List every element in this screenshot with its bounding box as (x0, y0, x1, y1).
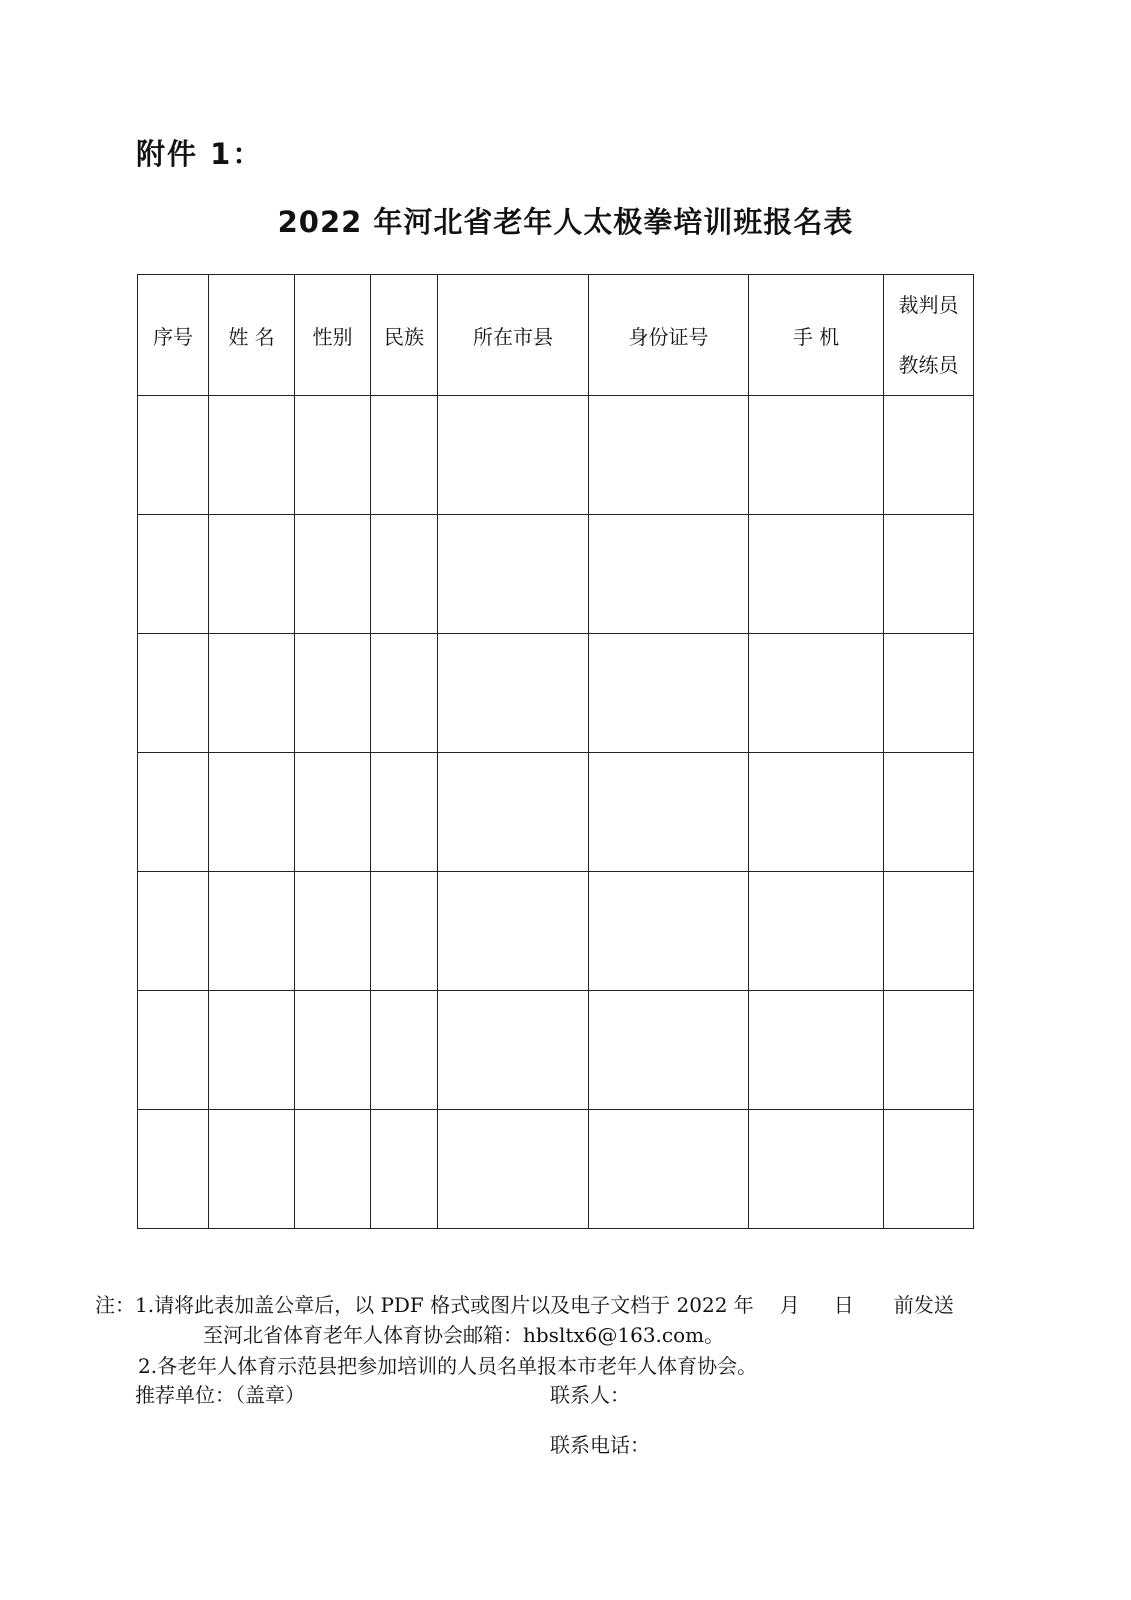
table-cell[interactable] (371, 753, 438, 872)
table-row (138, 515, 974, 634)
header-gender: 性别 (295, 275, 371, 396)
table-cell[interactable] (295, 872, 371, 991)
table-cell[interactable] (295, 634, 371, 753)
table-cell[interactable] (138, 991, 209, 1110)
table-cell[interactable] (589, 753, 749, 872)
table-cell[interactable] (209, 515, 295, 634)
form-title: 2022 年河北省老年人太极拳培训班报名表 (277, 205, 854, 239)
table-cell[interactable] (884, 1110, 974, 1229)
table-cell[interactable] (749, 634, 884, 753)
table-cell[interactable] (295, 753, 371, 872)
table-cell[interactable] (589, 396, 749, 515)
table-row (138, 872, 974, 991)
contact-phone: 联系电话： (550, 1433, 650, 1457)
header-county: 所在市县 (438, 275, 589, 396)
table-cell[interactable] (884, 872, 974, 991)
table-cell[interactable] (295, 1110, 371, 1229)
table-row (138, 991, 974, 1110)
table-cell[interactable] (209, 1110, 295, 1229)
table-cell[interactable] (884, 515, 974, 634)
table-cell[interactable] (438, 872, 589, 991)
table-cell[interactable] (209, 753, 295, 872)
header-ethnicity: 民族 (371, 275, 438, 396)
header-coach: 教练员 (898, 353, 959, 377)
table-cell[interactable] (295, 991, 371, 1110)
table-cell[interactable] (589, 634, 749, 753)
contact-person: 联系人： (550, 1383, 630, 1407)
table-cell[interactable] (749, 396, 884, 515)
table-cell[interactable] (371, 515, 438, 634)
table-cell[interactable] (438, 634, 589, 753)
table-row (138, 753, 974, 872)
table-cell[interactable] (371, 1110, 438, 1229)
table-cell[interactable] (371, 634, 438, 753)
table-cell[interactable] (589, 515, 749, 634)
header-referee: 裁判员 (898, 293, 959, 317)
table-cell[interactable] (138, 872, 209, 991)
table-cell[interactable] (438, 515, 589, 634)
note-1-month: 月 (779, 1293, 800, 1317)
header-mobile: 手 机 (749, 275, 884, 396)
table-cell[interactable] (884, 396, 974, 515)
header-referee-coach (884, 275, 974, 396)
note-1-suffix: 前发送 (893, 1293, 954, 1317)
table-cell[interactable] (749, 872, 884, 991)
table-cell[interactable] (438, 991, 589, 1110)
table-cell[interactable] (589, 1110, 749, 1229)
table-cell[interactable] (371, 991, 438, 1110)
table-cell[interactable] (138, 1110, 209, 1229)
table-row (138, 1110, 974, 1229)
table-cell[interactable] (295, 396, 371, 515)
header-id-number: 身份证号 (589, 275, 749, 396)
table-cell[interactable] (749, 1110, 884, 1229)
table-cell[interactable] (138, 396, 209, 515)
table-cell[interactable] (749, 991, 884, 1110)
table-cell[interactable] (209, 396, 295, 515)
table-cell[interactable] (438, 1110, 589, 1229)
table-cell[interactable] (884, 991, 974, 1110)
note-1-day: 日 (833, 1293, 854, 1317)
table-cell[interactable] (371, 872, 438, 991)
table-header-row (138, 275, 974, 396)
table-cell[interactable] (371, 396, 438, 515)
table-cell[interactable] (209, 991, 295, 1110)
table-cell[interactable] (589, 872, 749, 991)
table-cell[interactable] (884, 753, 974, 872)
header-name: 姓 名 (209, 275, 295, 396)
table-cell[interactable] (209, 634, 295, 753)
recommend-unit: 推荐单位：（盖章） (135, 1383, 305, 1407)
table-cell[interactable] (884, 634, 974, 753)
note-2: 2.各老年人体育示范县把参加培训的人员名单报本市老年人体育协会。 (138, 1354, 758, 1378)
table-cell[interactable] (138, 753, 209, 872)
note-1-prefix: 注：1.请将此表加盖公章后，以 PDF 格式或图片以及电子文档于 2022 年 (95, 1293, 754, 1317)
registration-table (137, 274, 974, 1229)
table-row (138, 634, 974, 753)
table-cell[interactable] (209, 872, 295, 991)
table-cell[interactable] (138, 634, 209, 753)
note-1-line-2: 至河北省体育老年人体育协会邮箱：hbsltx6@163.com。 (203, 1323, 725, 1347)
table-cell[interactable] (138, 515, 209, 634)
note-1 (95, 1290, 954, 1320)
table-row (138, 396, 974, 515)
table-cell[interactable] (438, 396, 589, 515)
attachment-label: 附件 1： (136, 137, 264, 171)
header-seq: 序号 (138, 275, 209, 396)
table-cell[interactable] (438, 753, 589, 872)
table-cell[interactable] (749, 515, 884, 634)
table-cell[interactable] (589, 991, 749, 1110)
table-cell[interactable] (295, 515, 371, 634)
table-cell[interactable] (749, 753, 884, 872)
